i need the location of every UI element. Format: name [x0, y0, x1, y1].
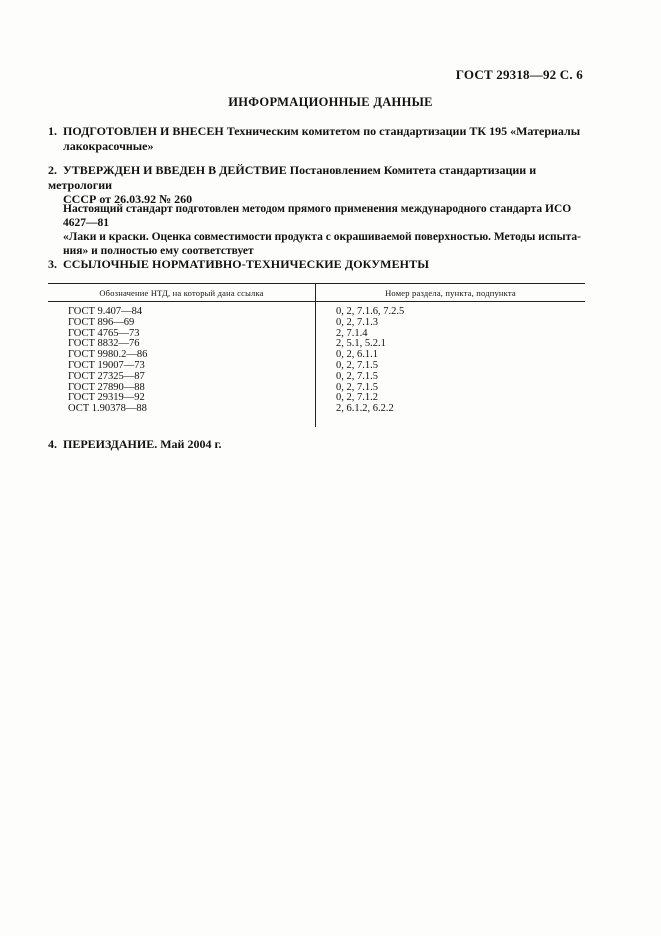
document-cell: ГОСТ 27890—88	[68, 381, 145, 393]
section-cell: 0, 2, 7.1.5	[336, 359, 378, 371]
section-cell: 2, 6.1.2, 6.2.2	[336, 403, 394, 415]
section-1	[48, 124, 588, 153]
document-cell: ГОСТ 4765—73	[68, 327, 140, 339]
document-cell: ГОСТ 19007—73	[68, 359, 145, 371]
section-cell: 2, 5.1, 5.2.1	[336, 338, 386, 350]
table-body	[48, 302, 585, 415]
section-3-heading: ССЫЛОЧНЫЕ НОРМАТИВНО-ТЕХНИЧЕСКИЕ ДОКУМЕНТЫ	[63, 257, 430, 271]
table-row	[48, 318, 585, 329]
section-1-number: 1.	[48, 124, 57, 138]
reference-documents-table	[48, 283, 585, 415]
section-cell: 0, 2, 6.1.1	[336, 349, 378, 361]
section-cell: 0, 2, 7.1.6, 7.2.5	[336, 306, 405, 317]
section-3	[48, 257, 588, 272]
document-cell: ГОСТ 896—69	[68, 316, 135, 328]
section-1-body-line1: Техническим комитетом по стандартизации ТК 195 «Материалы	[226, 124, 581, 138]
standard-code-header: ГОСТ 29318—92 С. 6	[455, 67, 583, 82]
section-4-heading: ПЕРЕИЗДАНИЕ. Май 2004 г.	[63, 437, 222, 451]
section-2-body-line2: СССР от 26.03.92 № 260	[63, 192, 193, 206]
section-1-heading: ПОДГОТОВЛЕН И ВНЕСЕН	[63, 124, 224, 138]
table-row	[48, 404, 585, 415]
document-cell: ГОСТ 9980.2—86	[68, 349, 148, 361]
section-cell: 0, 2, 7.1.2	[336, 392, 378, 404]
document-cell: ГОСТ 8832—76	[68, 338, 140, 350]
section-4	[48, 437, 588, 452]
page-title: ИНФОРМАЦИОННЫЕ ДАННЫЕ	[228, 95, 433, 109]
section-2	[48, 163, 588, 207]
column-header-document: Обозначение НТД, на который дана ссылка	[99, 288, 264, 298]
section-4-number: 4.	[48, 437, 57, 451]
document-cell: ОСТ 1.90378—88	[68, 403, 147, 415]
column-header-section: Номер раздела, пункта, подпункта	[385, 288, 516, 298]
section-2-heading: УТВЕРЖДЕН И ВВЕДЕН В ДЕЙСТВИЕ	[63, 163, 287, 177]
section-cell: 0, 2, 7.1.5	[336, 381, 378, 393]
section-3-number: 3.	[48, 257, 57, 271]
compliance-note	[63, 202, 593, 258]
table-row	[48, 372, 585, 383]
table-header-row	[48, 284, 585, 302]
section-1-body-line2: лакокрасочные»	[63, 138, 154, 153]
note-line-1: Настоящий стандарт подготовлен методом прямого применения международного стандарта ИСО 4627—81	[63, 203, 572, 229]
section-cell: 2, 7.1.4	[336, 327, 368, 339]
note-line-2: «Лаки и краски. Оценка совместимости продукта с окрашиваемой поверхностью. Методы испыта-	[63, 231, 581, 243]
section-cell: 0, 2, 7.1.3	[336, 316, 378, 328]
document-cell: ГОСТ 27325—87	[68, 370, 145, 382]
note-line-3: ния» и полностью ему соответствует	[63, 245, 254, 257]
section-2-number: 2.	[48, 163, 57, 177]
document-cell: ГОСТ 29319—92	[68, 392, 145, 404]
document-cell: ГОСТ 9.407—84	[68, 306, 143, 317]
section-2-body-line1: Постановлением Комитета стандартизации и метрологии	[48, 163, 537, 192]
section-cell: 0, 2, 7.1.5	[336, 370, 378, 382]
